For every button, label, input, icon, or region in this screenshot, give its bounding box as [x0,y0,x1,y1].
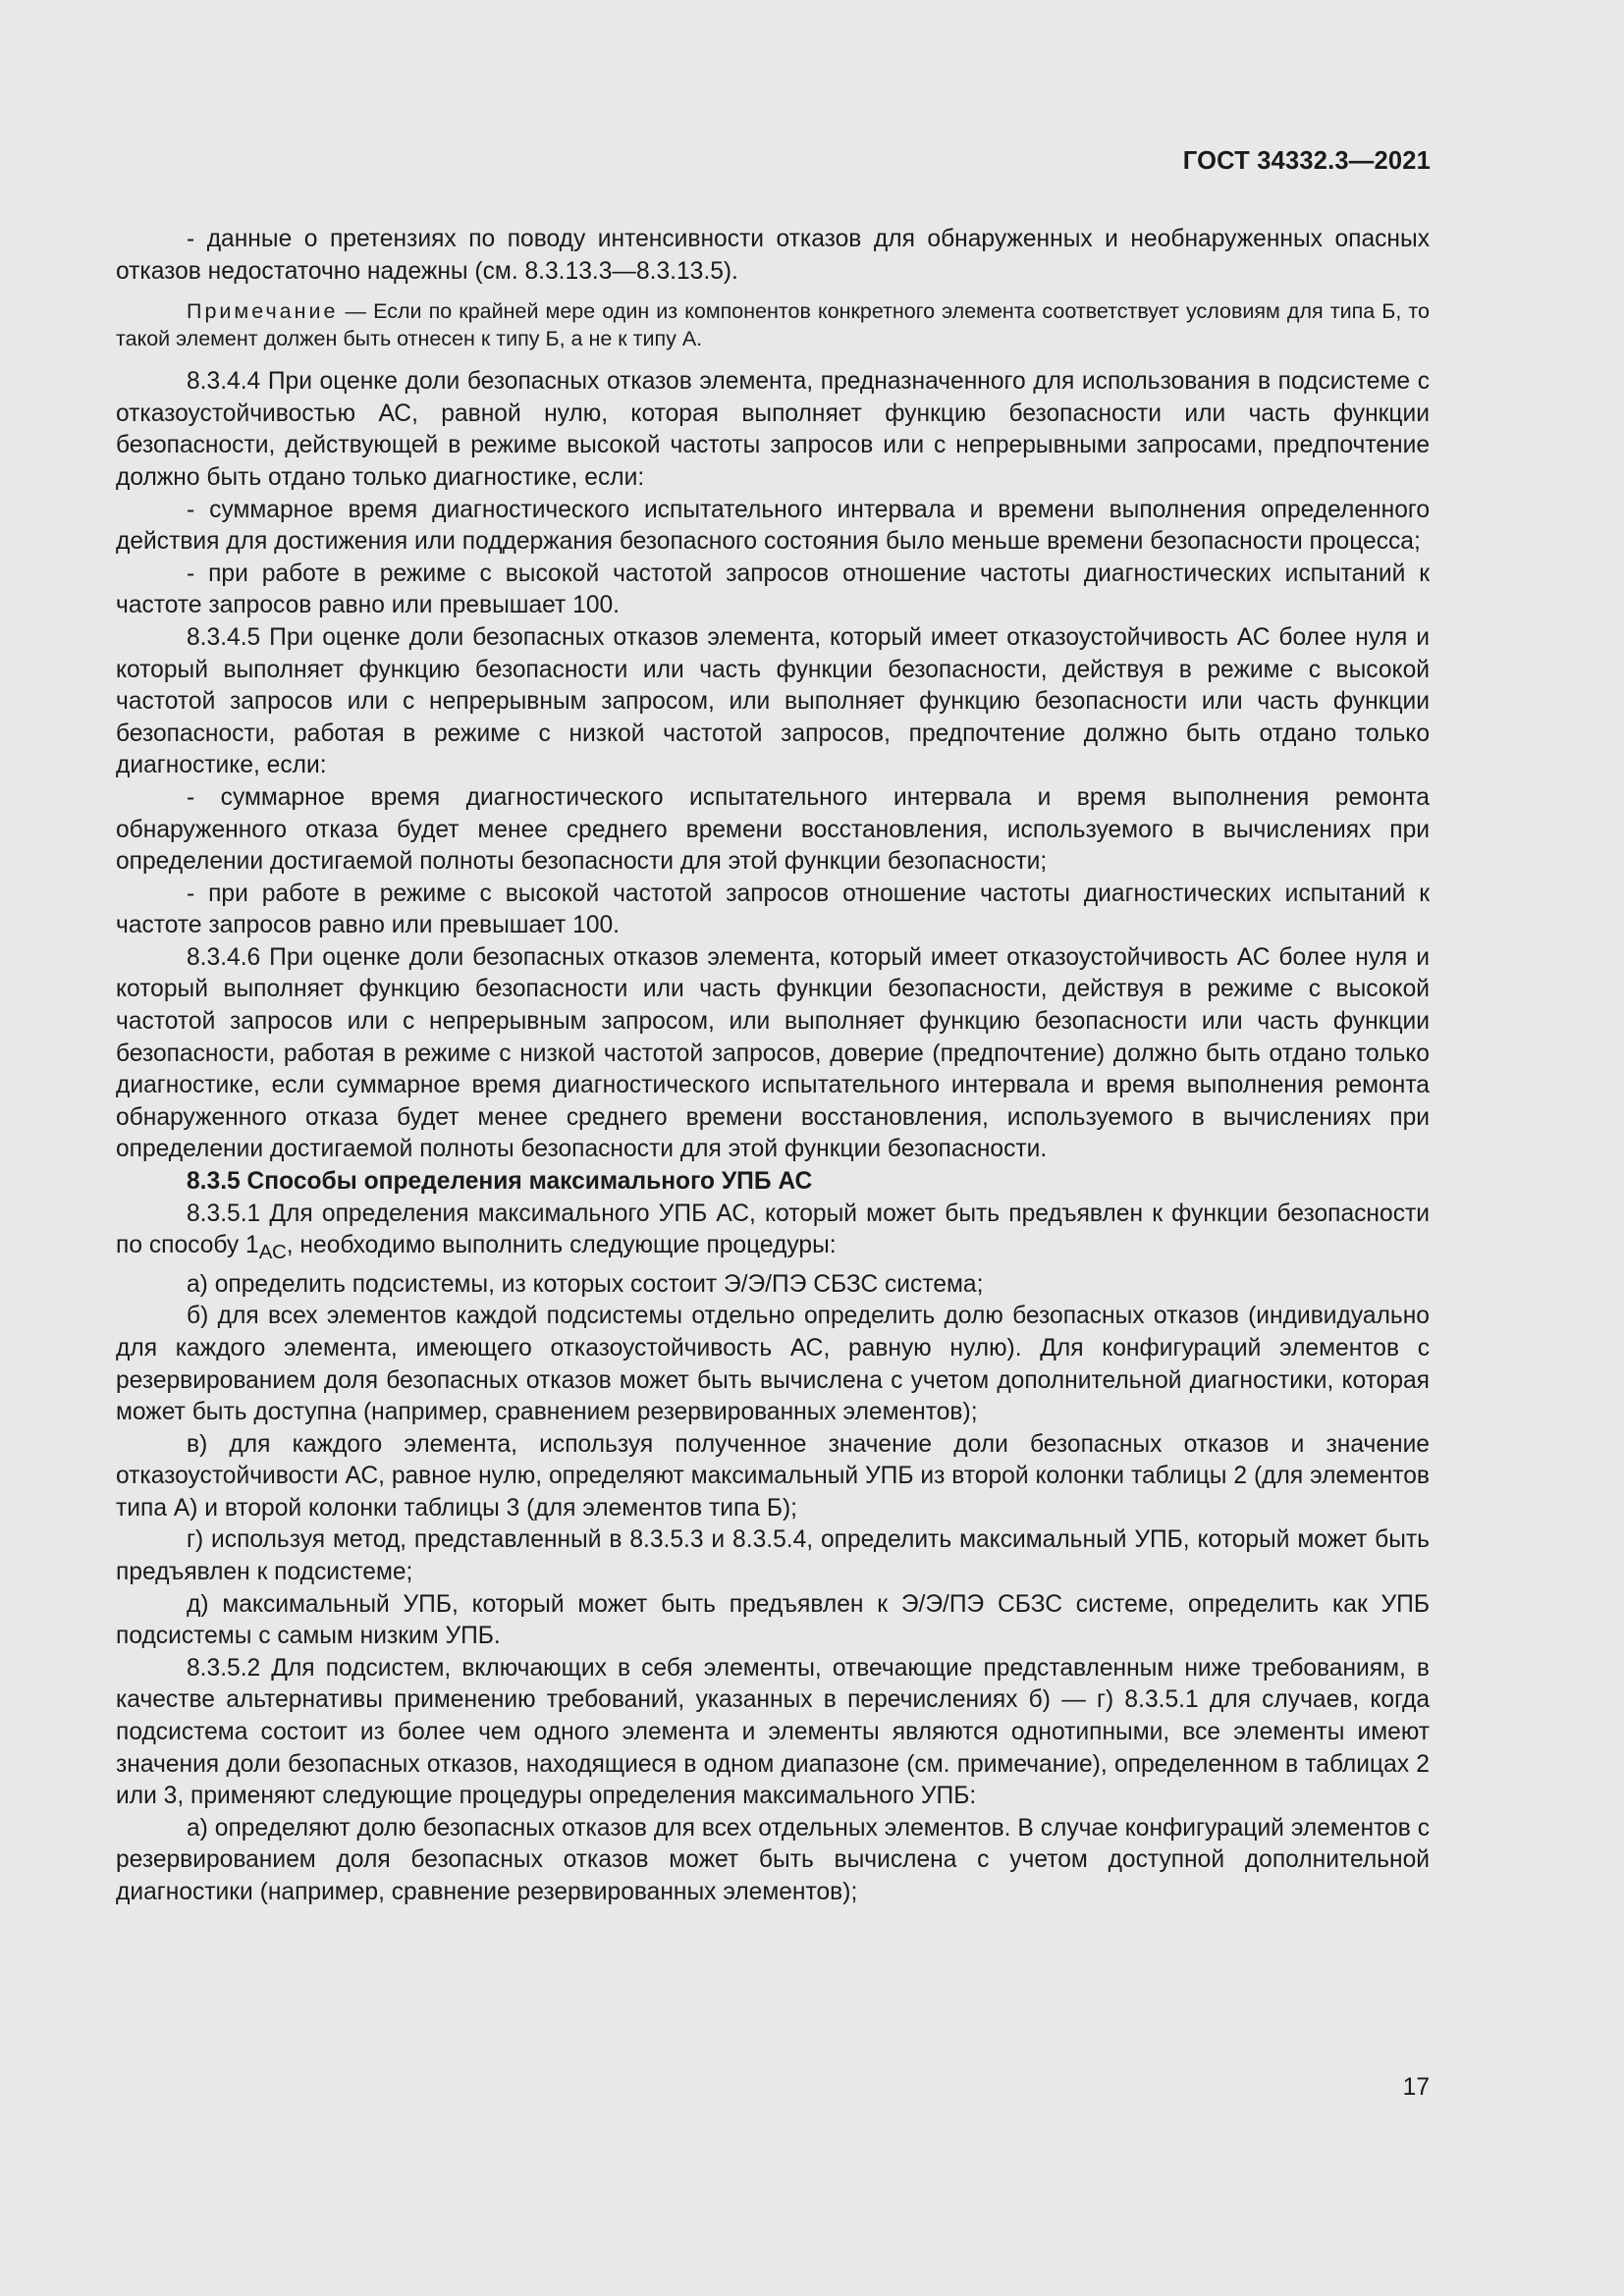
page-number: 17 [1402,2074,1430,2101]
list-item: г) используя метод, представленный в 8.3.5.3 и 8.3.5.4, определить максимальный УПБ, который может быть предъявлен к подсистеме; [116,1526,1430,1586]
list-item: б) для всех элементов каждой подсистемы отдельно определить долю безопасных отказов (индивидуально для каждого элемента, имеющего отказоустойчивость АС, равную нулю). Для конфигураций элементов с резервированием доля безопасных отказов может быть вычислена с учетом дополнительной диагностики, которая может быть доступна (например, сравнением резервированных элементов); [116,1303,1430,1426]
note-text: — Если по крайней мере один из компонентов конкретного элемента соответствует условиям для типа Б, то такой элемент должен быть отнесен к типу Б, а не к типу А. [116,299,1430,351]
paragraph-text: , необходимо выполнить следующие процедуры: [286,1232,837,1259]
list-item: а) определяют долю безопасных отказов для всех отдельных элементов. В случае конфигураций элементов с резервированием доля безопасных отказов может быть вычислена с учетом доступной дополнительной диагностики (например, сравнение резервированных элементов); [116,1814,1430,1905]
section-heading: 8.3.5 Способы определения максимального УПБ АС [187,1168,813,1196]
paragraph-text: 8.3.5.1 Для определения максимального УПБ АС, который может быть предъявлен к функции безопасности по способу 1 [116,1200,1430,1259]
paragraph: 8.3.4.4 При оценке доли безопасных отказов элемента, предназначенного для использования в подсистеме с отказоустойчивостью АС, равной нулю, которая выполняет функцию безопасности или часть функции безопасности, действующей в режиме высокой частоты запросов или с непрерывными запросами, предпочтение должно быть отдано только диагностике, если: [116,368,1430,491]
paragraph: 8.3.5.2 Для подсистем, включающих в себя элементы, отвечающие представленным ниже требованиям, в качестве альтернативы применению требований, указанных в перечислениях б) — г) 8.3.5.1 для случаев, когда подсистема состоит из более чем одного элемента и элементы являются однотипными, все элементы имеют значения доли безопасных отказов, находящиеся в одном диапазоне (см. примечание), определенном в таблицах 2 или 3, применяют следующие процедуры определения максимального УПБ: [116,1654,1430,1810]
note [116,297,1430,352]
paragraph: - при работе в режиме с высокой частотой запросов отношение частоты диагностических испытаний к частоте запросов равно или превышает 100. [116,880,1430,939]
paragraph: - данные о претензиях по поводу интенсивности отказов для обнаруженных и необнаруженных опасных отказов недостаточно надежны (см. 8.3.13.3—8.3.13.5). [116,226,1430,285]
list-item: в) для каждого элемента, используя полученное значение доли безопасных отказов и значение отказоустойчивости АС, равное нулю, определяют максимальный УПБ из второй колонки таблицы 2 (для элементов типа А) и второй колонки таблицы 3 (для элементов типа Б); [116,1430,1430,1522]
paragraph [116,1199,1430,1269]
list-item: а) определить подсистемы, из которых состоит Э/Э/ПЭ СБЗС система; [187,1270,984,1298]
list-item: д) максимальный УПБ, который может быть предъявлен к Э/Э/ПЭ СБЗС системе, определить как УПБ подсистемы с самым низким УПБ. [116,1590,1430,1650]
paragraph: 8.3.4.6 При оценке доли безопасных отказов элемента, который имеет отказоустойчивость АС более нуля и который выполняет функцию безопасности или часть функции безопасности, действуя в режиме с высокой частотой запросов или с непрерывным запросом, или выполняет функцию безопасности или часть функции безопасности, работая в режиме с низкой частотой запросов, доверие (предпочтение) должно быть отдано только диагностике, если суммарное время диагностического испытательного интервала и время выполнения ремонта обнаруженного отказа будет менее среднего времени восстановления, используемого в вычислениях при определении достигаемой полноты безопасности для этой функции безопасности. [116,943,1430,1163]
paragraph: - суммарное время диагностического испытательного интервала и времени выполнения определенного действия для достижения или поддержания безопасного состояния было меньше времени безопасности процесса; [116,496,1430,556]
note-label: Примечание [187,299,339,324]
document-body [116,224,1430,1909]
paragraph: - суммарное время диагностического испытательного интервала и время выполнения ремонта обнаруженного отказа будет менее среднего времени восстановления, используемого в вычислениях при определении достигаемой полноты безопасности для этой функции безопасности; [116,783,1430,876]
standard-header: ГОСТ 34332.3—2021 [1182,147,1431,175]
subscript: АС [258,1241,287,1264]
paragraph: 8.3.4.5 При оценке доли безопасных отказов элемента, который имеет отказоустойчивость АС более нуля и который выполняет функцию безопасности или часть функции безопасности, действуя в режиме с высокой частотой запросов или с непрерывным запросом, или выполняет функцию безопасности или часть функции безопасности, работая в режиме с низкой частотой запросов, предпочтение должно быть отдано только диагностике, если: [116,623,1430,779]
paragraph: - при работе в режиме с высокой частотой запросов отношение частоты диагностических испытаний к частоте запросов равно или превышает 100. [116,560,1430,619]
